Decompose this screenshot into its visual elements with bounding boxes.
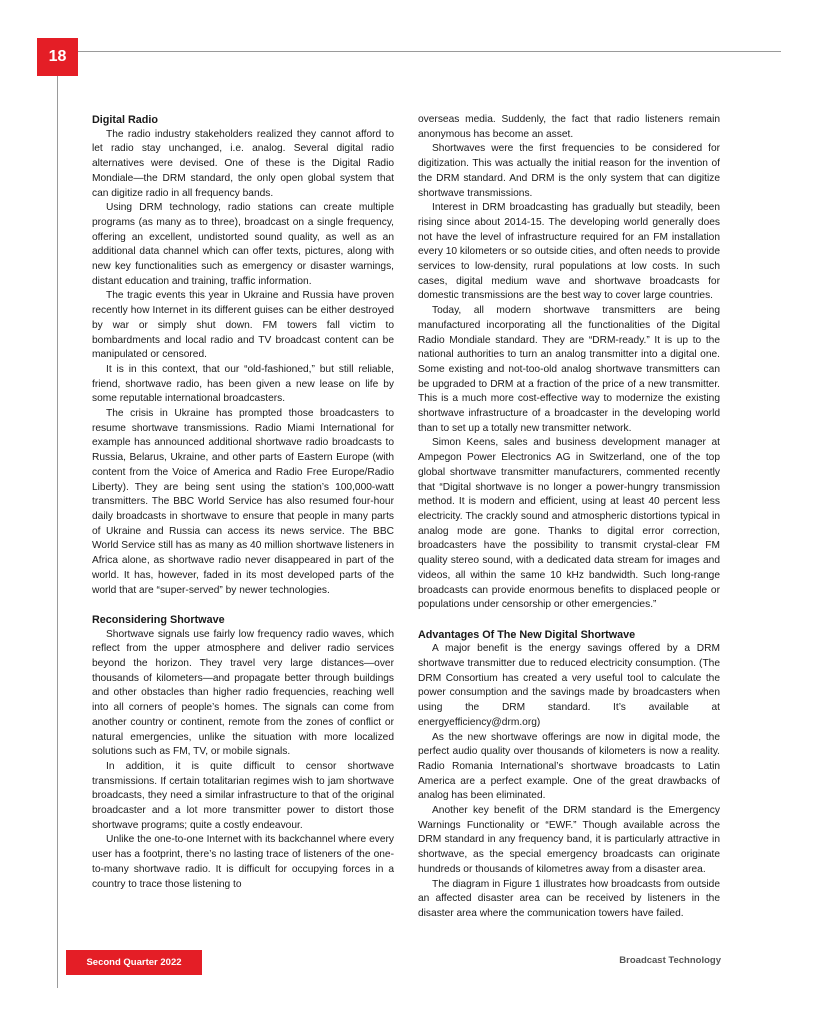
paragraph: Shortwaves were the first frequencies to be considered for digitization. This was actually the initial reason for the invention of the DRM standard. And DRM is the only system that can digitize shortwave transmissions.	[418, 143, 720, 199]
paragraph: As the new shortwave offerings are now in digital mode, the perfect audio quality over thousands of kilometers is now a reality. Radio Romania International’s shortwave broadcasts to Latin America are a perfect example. One of the great drawbacks of analog has been eliminated.	[418, 731, 720, 802]
page-number: 18	[37, 38, 78, 76]
paragraph: In addition, it is quite difficult to censor shortwave transmissions. If certain totalitarian regimes wish to jam shortwave broadcasts, they need a similar infrastructure to that of the original broadcaster and a lot more transmitter power to distort those shortwave programs; quite a costly endeavour.	[92, 760, 394, 831]
left-rule	[57, 76, 58, 988]
footer-issue-badge: Second Quarter 2022	[66, 950, 202, 975]
paragraph: A major benefit is the energy savings offered by a DRM shortwave transmitter due to reduced electricity consumption. (The DRM Consortium has created a very useful tool to calculate the power consumption and the savings made by broadcasters when using the DRM standard. It’s available at energyefficiency@drm.org)	[418, 643, 720, 728]
section-heading-reconsidering-shortwave: Reconsidering Shortwave	[92, 613, 225, 626]
top-rule	[78, 51, 781, 52]
footer-publication-name: Broadcast Technology	[619, 955, 721, 966]
paragraph: Another key benefit of the DRM standard is the Emergency Warnings Functionality or “EWF.” Though available across the DRM standard in any frequency band, it is particularly attractive in shortwave, as the special emergency broadcasts can originate hundreds or thousands of kilometres away from a disaster area.	[418, 805, 720, 875]
paragraph: It is in this context, that our “old-fashioned,” but still reliable, friend, shortwave radio, has been given a new lease on life by some reputable international broadcasters.	[92, 363, 394, 405]
paragraph: The diagram in Figure 1 illustrates how broadcasts from outside an affected disaster area can be received by listeners in the disaster area where the communication towers have failed.	[418, 878, 720, 919]
right-column	[418, 113, 720, 922]
paragraph: Shortwave signals use fairly low frequency radio waves, which reflect from the upper atmosphere and deliver radio services beyond the horizon. They travel very large distances—over thousands of kilometers—and propagate better through buildings and other obstacles than higher radio frequencies, reaching well into all corners of people’s homes. The signals can come from another country or continent, remote from the zones of conflict or natural emergencies, unlike the situation with more localized solutions such as FM, TV, or mobile signals.	[92, 628, 394, 758]
paragraph: The radio industry stakeholders realized they cannot afford to let radio stay unchanged, i.e. analog. Several digital radio alternatives were devised. One of these is the Digital Radio Mondiale—the DRM standard, the only open global system that can digitize radio in all frequency bands.	[92, 128, 394, 199]
paragraph: Using DRM technology, radio stations can create multiple programs (as many as to three), broadcast on a single frequency, offering an excellent, undistorted sound quality, as well as an additional data channel which can offer texts, pictures, along with new key functionalities such as emergency or disaster warnings, distant education and training, traffic information.	[92, 202, 394, 287]
section-heading-advantages: Advantages Of The New Digital Shortwave	[418, 628, 636, 641]
paragraph: Unlike the one-to-one Internet with its backchannel where every user has a footprint, there’s no lasting trace of listeners of the one-to-many shortwave radio. It is difficult for occupying forces in a country to trace those listening to	[92, 834, 394, 890]
paragraph: overseas media. Suddenly, the fact that radio listeners remain anonymous has become an asset.	[418, 114, 720, 140]
paragraph: Simon Keens, sales and business development manager at Ampegon Power Electronics AG in Switzerland, one of the top global shortwave transmitter manufacturers, commented recently that “Digital shortwave is no longer a power-hungry transmission method. It is modern and efficient, using at least 40 percent less electricity. The crackly sound and atmospheric distortions typical in analog mode are gone. Thanks to digital error correction, broadcasters have the possibility to transmit crystal-clear FM quality stereo sound, with a dedicated data stream for images and videos, all within the same 10 kHz bandwidth. Such long-range broadcasts can provide enormous benefits to displaced people or populations under censorship or other emergencies.”	[418, 437, 720, 611]
left-column	[92, 113, 394, 892]
section-gap	[418, 613, 720, 628]
section-gap	[92, 598, 394, 613]
paragraph: The tragic events this year in Ukraine and Russia have proven recently how Internet in its different guises can be either destroyed by war or simply shut down. FM towers fall victim to bombardments and local radio and TV broadcast content can be manipulated or censored.	[92, 290, 394, 361]
paragraph: The crisis in Ukraine has prompted those broadcasters to resume shortwave transmissions. Radio Miami International for example has announced additional shortwave radio broadcasts to Russia, Belarus, Ukraine, and other parts of Eastern Europe (with content from the Voice of America and Radio Free Europe/Radio Liberty). They are being sent using the station’s 100,000-watt transmitters. The BBC World Service has also resumed four-hour daily broadcasts in shortwave to ensure that people in many parts of Ukraine and Russia can access its news service. The BBC World Service still has as many as 40 million shortwave listeners in Africa alone, as shortwave radio never disappeared in part of the world. It has, however, faded in its most developed parts of the world that are “super-served” by newer technologies.	[92, 408, 394, 596]
section-heading-digital-radio: Digital Radio	[92, 114, 158, 126]
paragraph: Interest in DRM broadcasting has gradually but steadily, been rising since about 2014-15. The developing world generally does not have the level of infrastructure required for an FM installation every 10 kilometers or so outside cities, and often needs to provide services to low-density, rural populations at low costs. In such cases, digital medium wave and shortwave broadcasts for domestic transmissions are the best way to cover large countries.	[418, 202, 720, 302]
paragraph: Today, all modern shortwave transmitters are being manufactured incorporating all the functionalities of the Digital Radio Mondiale standard. They are “DRM-ready.” It is up to the national authorities to turn an analog transmitter into a digital one. Some existing and not-too-old analog shortwave transmitters can be upgraded to DRM at a fraction of the price of a new transmitter. This is a much more cost-effective way to modernize the existing shortwave infrastructure of a broadcaster in the developing world than to set up a totally new transmitter network.	[418, 305, 720, 434]
